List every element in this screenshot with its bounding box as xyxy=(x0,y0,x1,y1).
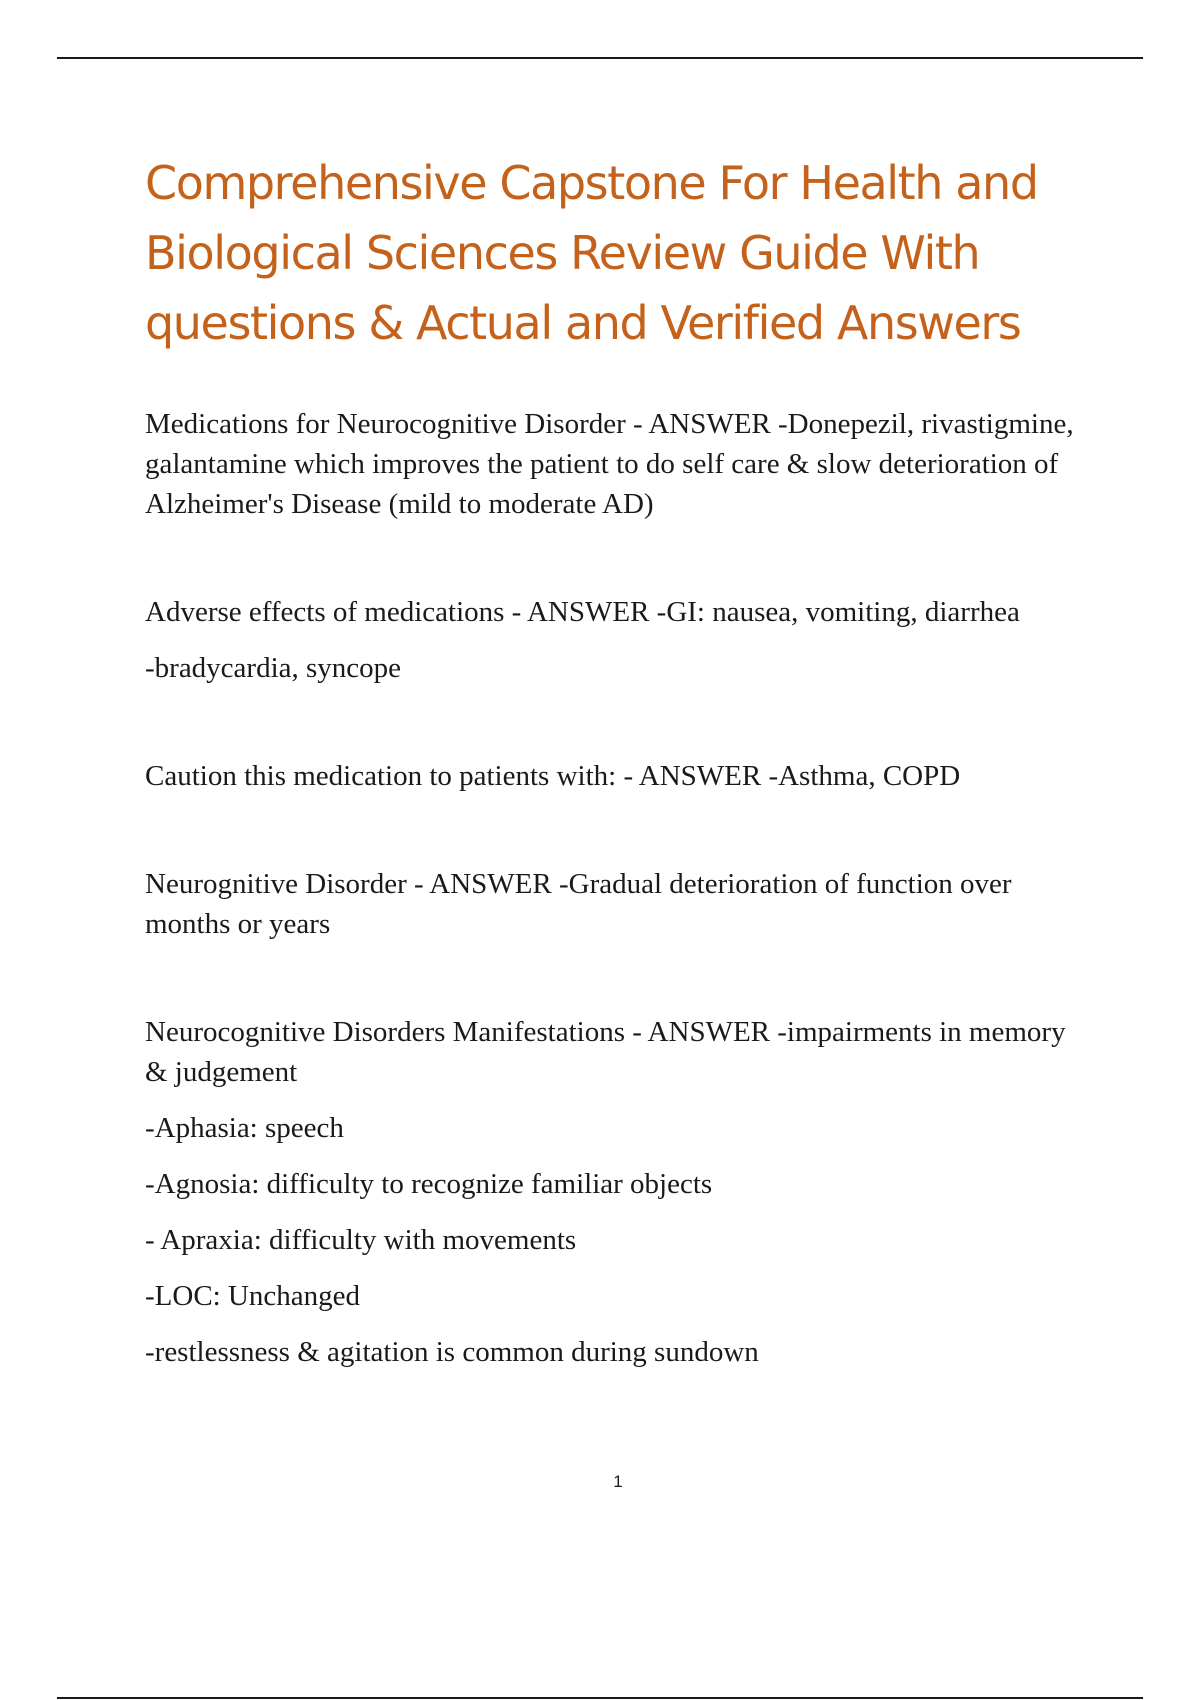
bottom-rule xyxy=(57,1697,1143,1699)
qa-line: -bradycardia, syncope xyxy=(145,652,402,684)
qa-item-manifestations xyxy=(145,1012,1075,1372)
qa-item-caution xyxy=(145,756,1075,796)
qa-line: Neurognitive Disorder - ANSWER -Gradual deterioration of function over months or years xyxy=(145,868,1012,940)
top-rule xyxy=(57,57,1143,59)
qa-line: Neurocognitive Disorders Manifestations - ANSWER -impairments in memory & judgement xyxy=(145,1016,1066,1088)
qa-line: Medications for Neurocognitive Disorder - ANSWER -Donepezil, rivastigmine, galantamine which improves the patient to do self care & slow deterioration of Alzheimer's Disease (mild to moderate AD) xyxy=(145,408,1074,520)
qa-line: -LOC: Unchanged xyxy=(145,1280,361,1312)
qa-item-medications xyxy=(145,404,1075,524)
qa-line: -restlessness & agitation is common during sundown xyxy=(145,1336,759,1368)
page-number: 1 xyxy=(613,1472,623,1491)
qa-list xyxy=(145,404,1075,1372)
qa-line: -Agnosia: difficulty to recognize familiar objects xyxy=(145,1168,713,1200)
qa-line: Adverse effects of medications - ANSWER -GI: nausea, vomiting, diarrhea xyxy=(145,596,1020,628)
qa-line: - Apraxia: difficulty with movements xyxy=(145,1224,577,1256)
qa-item-neurognitive-disorder xyxy=(145,864,1075,944)
page-content xyxy=(145,148,1075,1372)
document-title: Comprehensive Capstone For Health and Biological Sciences Review Guide With questions & Actual and Verified Answers xyxy=(145,156,1038,350)
qa-line: Caution this medication to patients with: - ANSWER -Asthma, COPD xyxy=(145,760,961,792)
qa-line: -Aphasia: speech xyxy=(145,1112,344,1144)
qa-item-adverse-effects xyxy=(145,592,1075,688)
